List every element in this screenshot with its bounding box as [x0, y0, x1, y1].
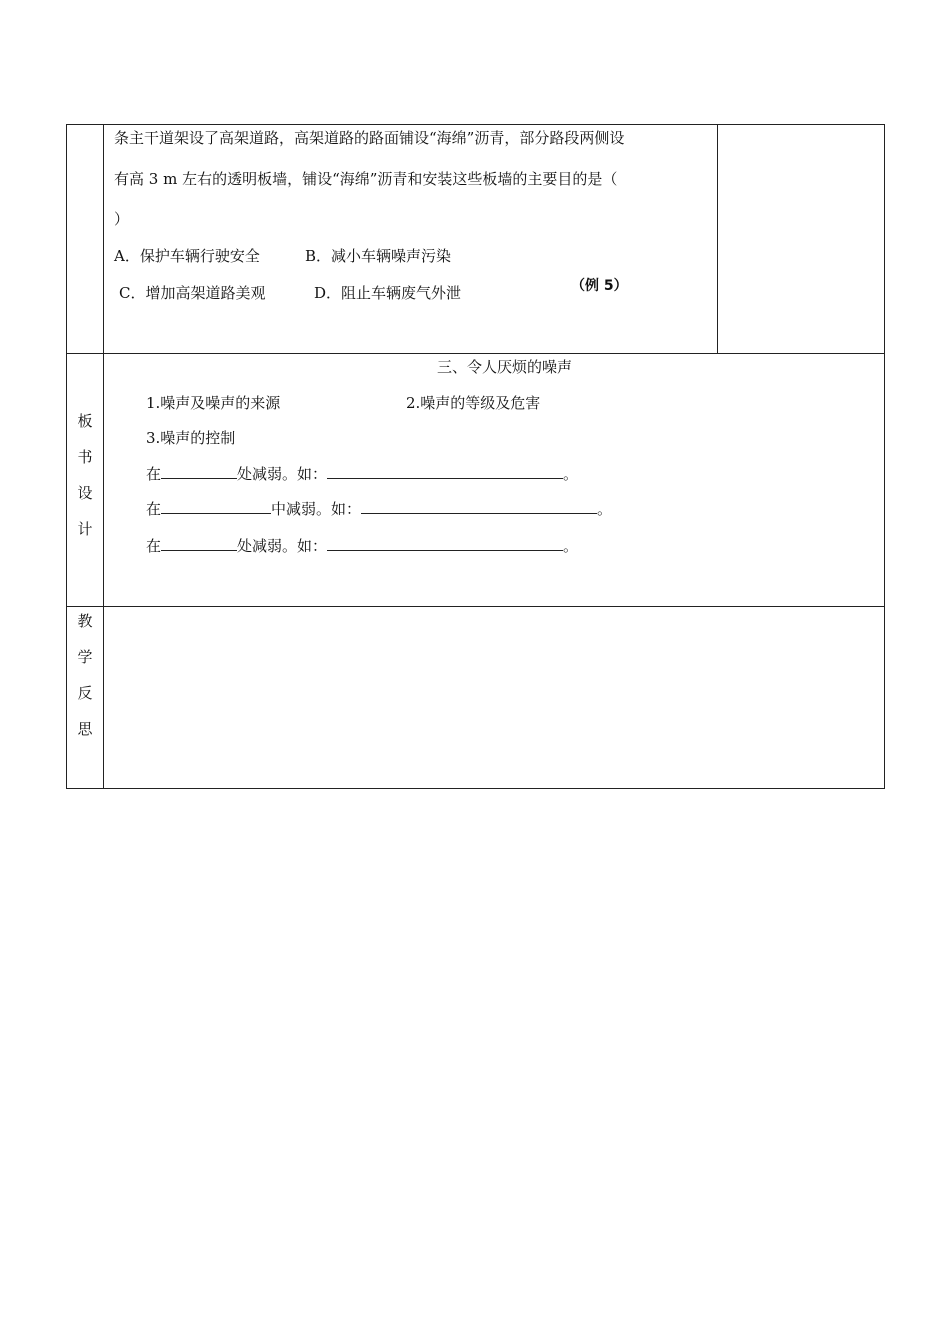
reflection-label-char-3: 反: [77, 684, 93, 702]
fill-row-1: [146, 464, 578, 484]
fill-row-3-mid: 处减弱。如：: [237, 537, 328, 555]
table-divider-left: [103, 124, 104, 789]
board-label-char-4: 计: [77, 520, 93, 538]
question-line-3: ）: [114, 210, 130, 228]
fill-row-1-mid: 处减弱。如：: [237, 465, 328, 483]
option-b: B．减小车辆噪声污染: [305, 247, 452, 265]
question-line-1: 条主干道架设了高架道路，高架道路的路面铺设“海绵”沥青，部分路段两侧设: [114, 129, 625, 147]
table-divider-right: [717, 124, 718, 353]
fill-blank-1a[interactable]: [161, 464, 237, 479]
example-tag: （例 5）: [571, 278, 628, 294]
board-item-2: 2.噪声的等级及危害: [406, 394, 541, 412]
fill-row-2-mid: 中减弱。如：: [271, 500, 362, 518]
fill-blank-2a[interactable]: [161, 499, 271, 514]
option-d: D．阻止车辆废气外泄: [314, 284, 462, 302]
fill-row-1-prefix: 在: [146, 465, 162, 483]
board-item-3: 3.噪声的控制: [146, 429, 236, 447]
fill-row-3: [146, 536, 578, 556]
board-label-char-1: 板: [77, 412, 93, 430]
fill-blank-3a[interactable]: [161, 536, 237, 551]
board-title: 三、令人厌烦的噪声: [437, 358, 573, 376]
option-c: C．增加高架道路美观: [119, 284, 266, 302]
reflection-label-char-2: 学: [77, 648, 93, 666]
fill-blank-1b[interactable]: [327, 464, 563, 479]
reflection-label-char-1: 教: [77, 612, 93, 630]
option-a: A．保护车辆行驶安全: [114, 247, 260, 265]
question-line-2: 有高 3 m 左右的透明板墙，铺设“海绵”沥青和安装这些板墙的主要目的是（: [114, 170, 618, 188]
fill-row-2-prefix: 在: [146, 500, 162, 518]
lesson-table: [66, 124, 885, 789]
fill-row-3-end: 。: [563, 537, 579, 555]
board-label-char-3: 设: [77, 484, 93, 502]
fill-row-1-end: 。: [563, 465, 579, 483]
table-row-divider-2: [66, 606, 885, 607]
fill-row-2-end: 。: [597, 500, 613, 518]
fill-row-3-prefix: 在: [146, 537, 162, 555]
board-item-1: 1.噪声及噪声的来源: [146, 394, 281, 412]
fill-row-2: [146, 499, 612, 519]
table-row-divider-1: [66, 353, 885, 354]
fill-blank-2b[interactable]: [361, 499, 597, 514]
board-label-char-2: 书: [77, 448, 93, 466]
reflection-label-char-4: 思: [77, 720, 93, 738]
fill-blank-3b[interactable]: [327, 536, 563, 551]
